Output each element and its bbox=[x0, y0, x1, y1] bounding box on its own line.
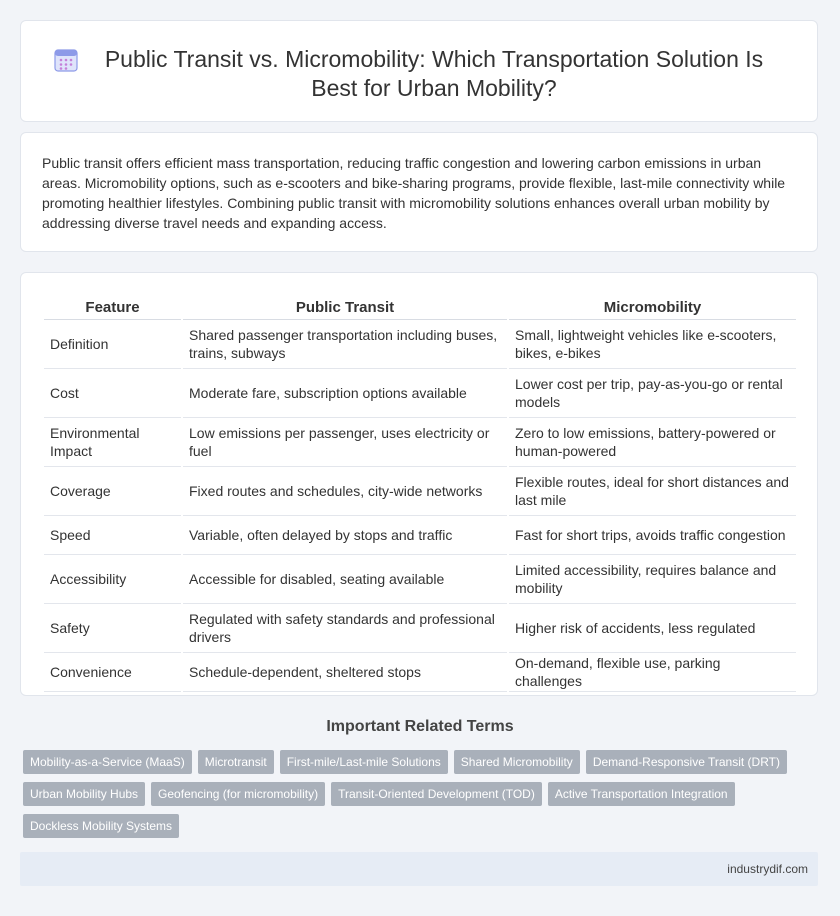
table-row bbox=[44, 555, 796, 604]
comparison-card bbox=[20, 272, 818, 696]
footer bbox=[20, 852, 818, 886]
table-row bbox=[44, 516, 796, 555]
micromobility-cell: Flexible routes, ideal for short distances and last mile bbox=[509, 467, 796, 516]
micromobility-cell: Limited accessibility, requires balance and mobility bbox=[509, 555, 796, 604]
public-transit-cell: Variable, often delayed by stops and traffic bbox=[183, 516, 507, 555]
table-row bbox=[44, 653, 796, 692]
column-header-micromobility: Micromobility bbox=[509, 295, 796, 320]
feature-cell: Definition bbox=[44, 320, 181, 369]
table-header-row bbox=[44, 295, 796, 320]
table-row bbox=[44, 467, 796, 516]
micromobility-cell: Zero to low emissions, battery-powered or human-powered bbox=[509, 418, 796, 467]
feature-cell: Speed bbox=[44, 516, 181, 555]
micromobility-cell: Higher risk of accidents, less regulated bbox=[509, 604, 796, 653]
table-row bbox=[44, 418, 796, 467]
related-terms-heading: Important Related Terms bbox=[326, 718, 514, 735]
table-row bbox=[44, 320, 796, 369]
public-transit-cell: Shared passenger transportation including buses, trains, subways bbox=[183, 320, 507, 369]
tag-maas[interactable]: Mobility-as-a-Service (MaaS) bbox=[23, 750, 192, 774]
public-transit-cell: Fixed routes and schedules, city-wide networks bbox=[183, 467, 507, 516]
tag-drt[interactable]: Demand-Responsive Transit (DRT) bbox=[586, 750, 787, 774]
feature-cell: Accessibility bbox=[44, 555, 181, 604]
feature-cell: Environmental Impact bbox=[44, 418, 181, 467]
feature-cell: Safety bbox=[44, 604, 181, 653]
tag-microtransit[interactable]: Microtransit bbox=[198, 750, 274, 774]
tag-tod[interactable]: Transit-Oriented Development (TOD) bbox=[331, 782, 542, 806]
column-header-public-transit: Public Transit bbox=[183, 295, 507, 320]
column-header-feature: Feature bbox=[44, 295, 181, 320]
intro-paragraph: Public transit offers efficient mass transportation, reducing traffic congestion and lowering carbon emissions in urban areas. Micromobility options, such as e-scooters and bike-sharing programs, provide flexible, last-mile connectivity while promoting healthier lifestyles. Combining public transit with micromobility solutions enhances overall urban mobility by addressing diverse travel needs and expanding access. bbox=[42, 155, 786, 231]
table-row bbox=[44, 604, 796, 653]
feature-cell: Convenience bbox=[44, 653, 181, 692]
comparison-table bbox=[42, 295, 798, 692]
page-title: Public Transit vs. Micromobility: Which Transportation Solution Is Best for Urban Mobility? bbox=[104, 46, 764, 101]
public-transit-cell: Accessible for disabled, seating available bbox=[183, 555, 507, 604]
title-card bbox=[20, 20, 818, 122]
tag-dockless-mobility[interactable]: Dockless Mobility Systems bbox=[23, 814, 179, 838]
feature-cell: Cost bbox=[44, 369, 181, 418]
tag-urban-mobility-hubs[interactable]: Urban Mobility Hubs bbox=[23, 782, 145, 806]
related-terms-list bbox=[23, 750, 813, 846]
micromobility-cell: Small, lightweight vehicles like e-scooters, bikes, e-bikes bbox=[509, 320, 796, 369]
intro-card bbox=[20, 132, 818, 252]
public-transit-cell: Regulated with safety standards and professional drivers bbox=[183, 604, 507, 653]
public-transit-cell: Low emissions per passenger, uses electricity or fuel bbox=[183, 418, 507, 467]
micromobility-cell: Lower cost per trip, pay-as-you-go or rental models bbox=[509, 369, 796, 418]
tag-first-last-mile[interactable]: First-mile/Last-mile Solutions bbox=[280, 750, 448, 774]
table-row bbox=[44, 369, 796, 418]
tag-shared-micromobility[interactable]: Shared Micromobility bbox=[454, 750, 580, 774]
tag-active-transportation[interactable]: Active Transportation Integration bbox=[548, 782, 735, 806]
footer-site-link[interactable]: industrydif.com bbox=[727, 862, 808, 876]
tag-geofencing[interactable]: Geofencing (for micromobility) bbox=[151, 782, 325, 806]
public-transit-cell: Schedule-dependent, sheltered stops bbox=[183, 653, 507, 692]
feature-cell: Coverage bbox=[44, 467, 181, 516]
micromobility-cell: On-demand, flexible use, parking challenges bbox=[509, 653, 796, 692]
public-transit-cell: Moderate fare, subscription options available bbox=[183, 369, 507, 418]
micromobility-cell: Fast for short trips, avoids traffic congestion bbox=[509, 516, 796, 555]
